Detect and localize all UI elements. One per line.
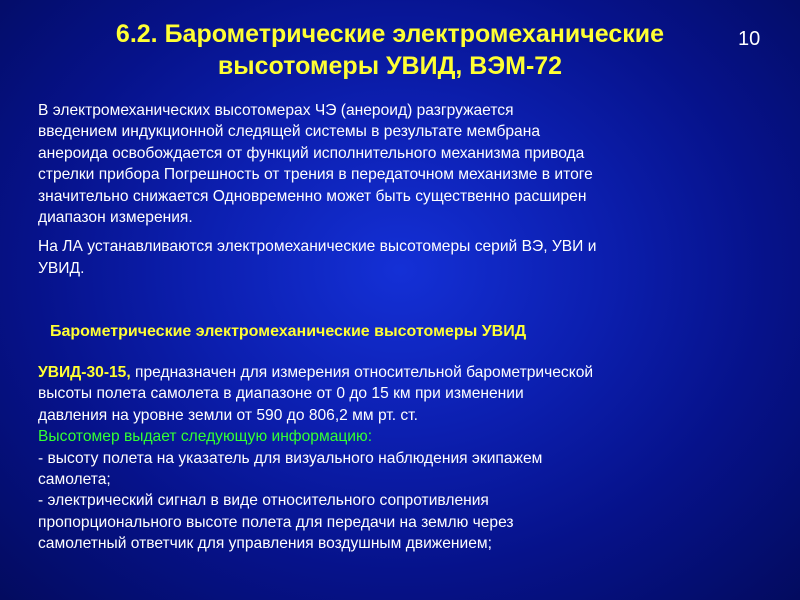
info-heading: Высотомер выдает следующую информацию: <box>38 428 373 446</box>
device-line: давления на уровне земли от 590 до 806,2 мм рт. ст. <box>38 406 418 424</box>
slide-title-line-2: высотомеры УВИД, ВЭМ-72 <box>217 52 563 80</box>
section-subheading: Барометрические электромеханические высотомеры УВИД <box>50 323 527 340</box>
info-item-line: самолета; <box>38 471 111 489</box>
device-line: высоты полета самолета в диапазоне от 0 до 15 км при изменении <box>38 385 524 403</box>
intro-paragraph-1-line: стрелки прибора Погрешность от трения в передаточном механизме в итоге <box>38 166 593 184</box>
intro-paragraph-2-line: УВИД. <box>38 259 85 277</box>
info-item-line: самолетный ответчик для управления воздушным движением; <box>38 535 492 553</box>
device-description <box>38 362 778 555</box>
info-item-line: пропорционального высоте полета для передачи на землю через <box>38 513 514 531</box>
slide-title-line-1: 6.2. Барометрические электромеханические <box>115 20 665 48</box>
intro-text <box>38 100 778 279</box>
device-line-1-text: предназначен для измерения относительной барометрической <box>130 364 594 381</box>
device-model: УВИД-30-15, <box>38 364 131 381</box>
slide-title <box>60 18 720 82</box>
intro-paragraph-1 <box>38 100 778 228</box>
intro-paragraph-1-line: введением индукционной следящей системы в результате мембрана <box>38 123 540 141</box>
device-line <box>38 362 778 383</box>
intro-paragraph-1-line: В электромеханических высотомерах ЧЭ (анероид) разгружается <box>38 102 514 119</box>
info-item-line: - электрический сигнал в виде относительного сопротивления <box>38 492 489 510</box>
intro-paragraph-2-line: На ЛА устанавливаются электромеханические высотомеры серий ВЭ, УВИ и <box>38 238 597 256</box>
intro-paragraph-1-line: значительно снижается Одновременно может быть существенно расширен <box>38 187 587 205</box>
intro-paragraph-1-line: диапазон измерения. <box>38 209 193 227</box>
info-item-line: - высоту полета на указатель для визуального наблюдения экипажем <box>38 449 543 467</box>
intro-paragraph-1-line: анероида освобождается от функций исполнительного механизма привода <box>38 144 585 162</box>
page-number: 10 <box>738 28 761 50</box>
intro-paragraph-2 <box>38 236 778 279</box>
